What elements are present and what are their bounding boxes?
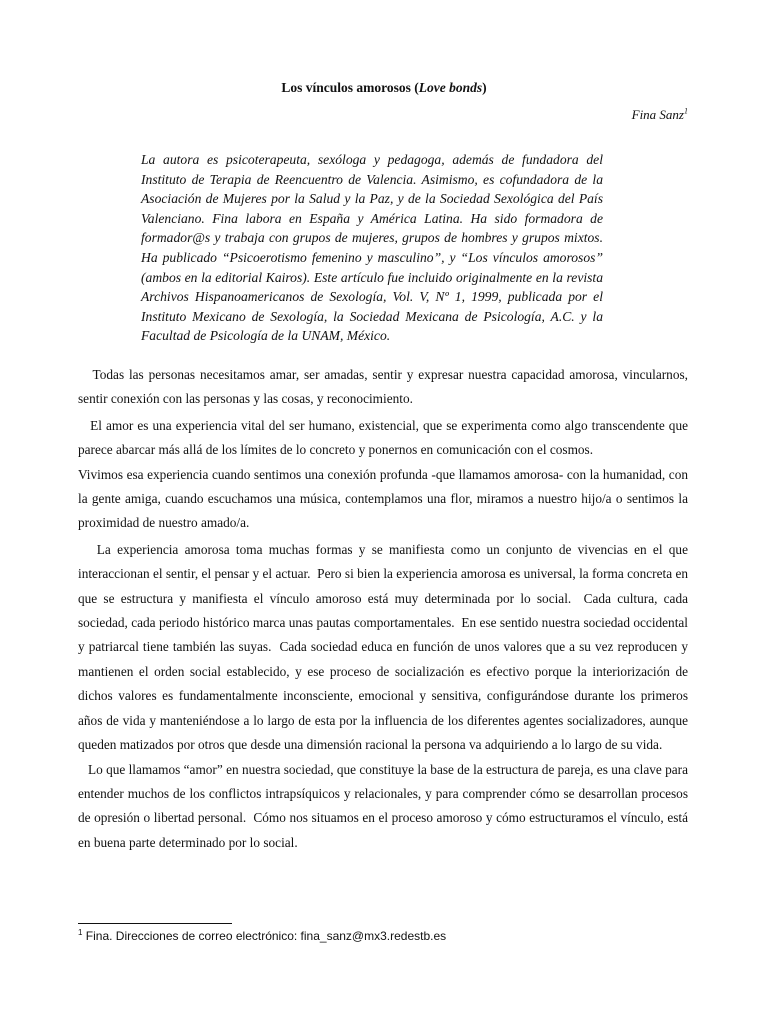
footnote [78, 928, 446, 944]
footnote-divider [78, 923, 232, 924]
author-text: Fina Sanz [631, 107, 684, 122]
body-text [78, 363, 692, 855]
paragraph: La experiencia amorosa toma muchas formas y se manifiesta como un conjunto de vivencias en el que interaccionan el sentir, el pensar y el actuar. Pero si bien la experiencia amorosa es universal, la forma concreta en que se estructura y manifiesta el vínculo amoroso está muy determinada por lo social. Cada cultura, cada sociedad, cada periodo histórico marca unas pautas comportamentales. En ese sentido nuestra sociedad occidental y patriarcal tiene también las suyas. Cada sociedad educa en función de unos valores que a su vez reproducen y mantienen el orden social establecido, y ese proceso de socialización es efectivo porque la interiorización de dichos valores es fundamentalmente inconsciente, emocional y sensitiva, configurándose durante los primeros años de vida y manteniéndose a lo largo de esta por la influencia de los diferentes agentes socializadores, aunque queden matizados por otros que desde una dimensión racional la persona va adquiriendo a lo largo de su vida. [78, 541, 692, 753]
title-close: ) [482, 80, 487, 95]
author-footnote-marker: 1 [684, 106, 688, 116]
footnote-text: Fina. Direcciones de correo electrónico: fina_sanz@mx3.redestb.es [82, 929, 447, 943]
footnote-marker: 1 [78, 928, 83, 937]
paragraph: Todas las personas necesitamos amar, ser amadas, sentir y expresar nuestra capacidad amorosa, vincularnos, sentir conexión con las personas y las cosas, y reconocimiento. [78, 367, 692, 407]
title-text: Los vínculos amorosos ( [281, 80, 419, 95]
paragraph: Lo que llamamos “amor” en nuestra sociedad, que constituye la base de la estructura de pareja, es una clave para entender muchos de los conflictos intrapsíquicos y relacionales, y para comprender cómo se desarrollan procesos de opresión o libertad personal. Cómo nos situamos en el proceso amoroso y cómo estructuramos el vínculo, está en buena parte determinado por lo social. [78, 761, 692, 850]
author-bio-abstract: La autora es psicoterapeuta, sexóloga y pedagoga, además de fundadora del Instituto de Terapia de Reencuentro de Valencia. Asimismo, es cofundadora de la Asociación de Mujeres por la Salud y la Paz, y de la Sociedad Sexológica del País Valenciano. Fina labora en España y América Latina. Ha sido formadora de formador@s y trabaja con grupos de mujeres, grupos de hombres y grupos mixtos. Ha publicado “Psicoerotismo femenino y masculino”, y “Los vínculos amorosos” (ambos en la editorial Kairos). Este artículo fue incluido originalmente en la revista Archivos Hispanoamericanos de Sexología, Vol. V, Nº 1, 1999, publicada por el Instituto Mexicano de Sexología, la Sociedad Mexicana de Psicología, A.C. y la Facultad de Psicología de la UNAM, México. [141, 152, 603, 344]
paragraph: Vivimos esa experiencia cuando sentimos una conexión profunda -que llamamos amorosa- con la humanidad, con la gente amiga, cuando escuchamos una música, contemplamos una flor, miramos a nuestro hijo/a o sentimos la proximidad de nuestro amado/a. [78, 466, 692, 531]
paragraph: El amor es una experiencia vital del ser humano, existencial, que se experimenta como algo transcendente que parece abarcar más allá de los límites de lo concreto y ponernos en comunicación con el cosmos. [78, 417, 692, 458]
author-name [632, 106, 688, 124]
title-english: Love bonds [418, 80, 483, 95]
document-title [0, 79, 768, 97]
